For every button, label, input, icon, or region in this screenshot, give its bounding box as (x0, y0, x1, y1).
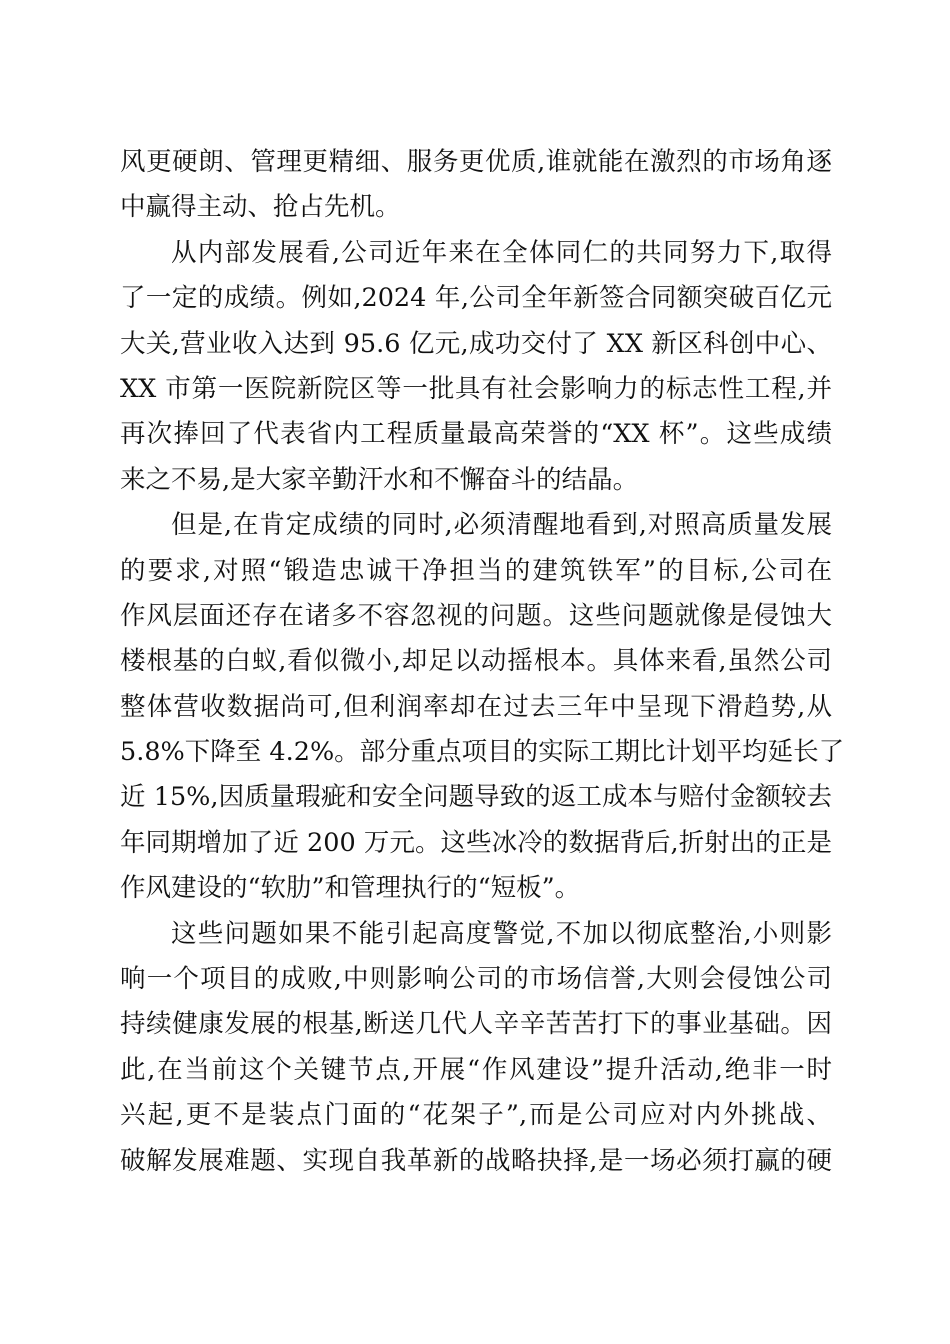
text-line: 破解发展难题、实现自我革新的战略抉择,是一场必须打赢的硬 (120, 1145, 832, 1176)
text-line: 兴起,更不是装点门面的“花架子”,而是公司应对内外挑战、 (120, 1100, 832, 1131)
paragraph-internal-development (120, 231, 832, 503)
text-line: 5.8%下降至 4.2%。部分重点项目的实际工期比计划平均延长了 (120, 737, 845, 768)
text-line: 风更硬朗、管理更精细、服务更优质,谁就能在激烈的市场角逐 (120, 147, 832, 177)
text-line: XX 市第一医院新院区等一批具有社会影响力的标志性工程,并 (120, 373, 832, 404)
text-line: 中赢得主动、抢占先机。 (120, 192, 401, 223)
text-line: 这些问题如果不能引起高度警觉,不加以彻底整治,小则影 (171, 918, 832, 949)
text-line: 持续健康发展的根基,断送几代人辛辛苦苦打下的事业基础。因 (120, 1009, 832, 1040)
text-line: 来之不易,是大家辛勤汗水和不懈奋斗的结晶。 (120, 464, 639, 495)
text-line: 楼根基的白蚁,看似微小,却足以动摇根本。具体来看,虽然公司 (120, 646, 832, 677)
text-line: 作风层面还存在诸多不容忽视的问题。这些问题就像是侵蚀大 (120, 600, 832, 631)
text-line: 近 15%,因质量瑕疵和安全问题导致的返工成本与赔付金额较去 (120, 782, 832, 813)
text-line: 响一个项目的成败,中则影响公司的市场信誉,大则会侵蚀公司 (120, 964, 832, 995)
paragraph-continuation (120, 140, 832, 231)
text-line: 的要求,对照“锻造忠诚干净担当的建筑铁军”的目标,公司在 (120, 555, 832, 586)
text-line: 了一定的成绩。例如,2024 年,公司全年新签合同额突破百亿元 (120, 283, 832, 314)
text-line: 作风建设的“软肋”和管理执行的“短板”。 (120, 873, 581, 904)
text-line: 年同期增加了近 200 万元。这些冰冷的数据背后,折射出的正是 (120, 827, 832, 858)
text-line: 从内部发展看,公司近年来在全体同仁的共同努力下,取得 (171, 237, 832, 268)
paragraph-consequences (120, 912, 832, 1184)
document-body (120, 140, 845, 1184)
text-line: 大关,营业收入达到 95.6 亿元,成功交付了 XX 新区科创中心、 (120, 328, 832, 359)
text-line: 整体营收数据尚可,但利润率却在过去三年中呈现下滑趋势,从 (120, 691, 832, 722)
text-line: 此,在当前这个关键节点,开展“作风建设”提升活动,绝非一时 (120, 1054, 832, 1085)
text-line: 再次捧回了代表省内工程质量最高荣誉的“XX 杯”。这些成绩 (120, 419, 832, 450)
paragraph-problems (120, 503, 845, 912)
text-line: 但是,在肯定成绩的同时,必须清醒地看到,对照高质量发展 (171, 510, 832, 541)
